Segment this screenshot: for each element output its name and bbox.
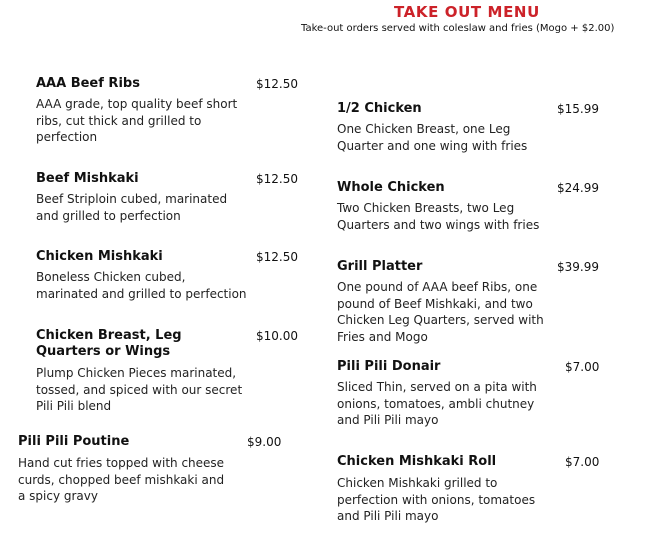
item-description: Hand cut fries topped with cheese curds, chopped beef mishkaki and a spicy gravy (18, 456, 225, 503)
item-name: Pili Pili Poutine (18, 434, 130, 449)
item-price: $7.00 (565, 455, 600, 469)
item-description: Sliced Thin, served on a pita with onions, tomatoes, ambli chutney and Pili Pili mayo (337, 380, 537, 427)
item-name: Whole Chicken (337, 180, 445, 195)
item-price: $10.00 (256, 329, 298, 343)
item-price: $39.99 (557, 260, 599, 274)
item-name: Chicken Breast, Leg Quarters or Wings (36, 328, 182, 359)
item-description: Plump Chicken Pieces marinated, tossed, and spiced with our secret Pili Pili blend (36, 366, 243, 413)
item-price: $7.00 (565, 360, 600, 374)
item-name: Grill Platter (337, 259, 423, 274)
item-price: $15.99 (557, 102, 599, 116)
item-price: $12.50 (256, 172, 298, 186)
item-description: One Chicken Breast, one Leg Quarter and one wing with fries (337, 122, 528, 153)
item-price: $12.50 (256, 250, 298, 264)
item-description: AAA grade, top quality beef short ribs, cut thick and grilled to perfection (36, 97, 238, 144)
menu-subtitle: Take-out orders served with coleslaw and fries (Mogo + $2.00) (301, 23, 615, 34)
menu-title: TAKE OUT MENU (394, 3, 540, 21)
item-name: AAA Beef Ribs (36, 76, 140, 91)
item-description: One pound of AAA beef Ribs, one pound of Beef Mishkaki, and two Chicken Leg Quarters, served with Fries and Mogo (337, 280, 544, 344)
item-description: Boneless Chicken cubed, marinated and grilled to perfection (36, 270, 247, 301)
item-name: Chicken Mishkaki Roll (337, 454, 497, 469)
item-name: 1/2 Chicken (337, 101, 422, 116)
item-price: $12.50 (256, 77, 298, 91)
item-price: $9.00 (247, 435, 282, 449)
item-price: $24.99 (557, 181, 599, 195)
item-name: Chicken Mishkaki (36, 249, 163, 264)
item-description: Two Chicken Breasts, two Leg Quarters and two wings with fries (337, 201, 540, 232)
item-name: Beef Mishkaki (36, 171, 139, 186)
item-description: Chicken Mishkaki grilled to perfection with onions, tomatoes and Pili Pili mayo (337, 476, 536, 523)
item-description: Beef Striploin cubed, marinated and grilled to perfection (36, 192, 228, 223)
item-name: Pili Pili Donair (337, 359, 441, 374)
